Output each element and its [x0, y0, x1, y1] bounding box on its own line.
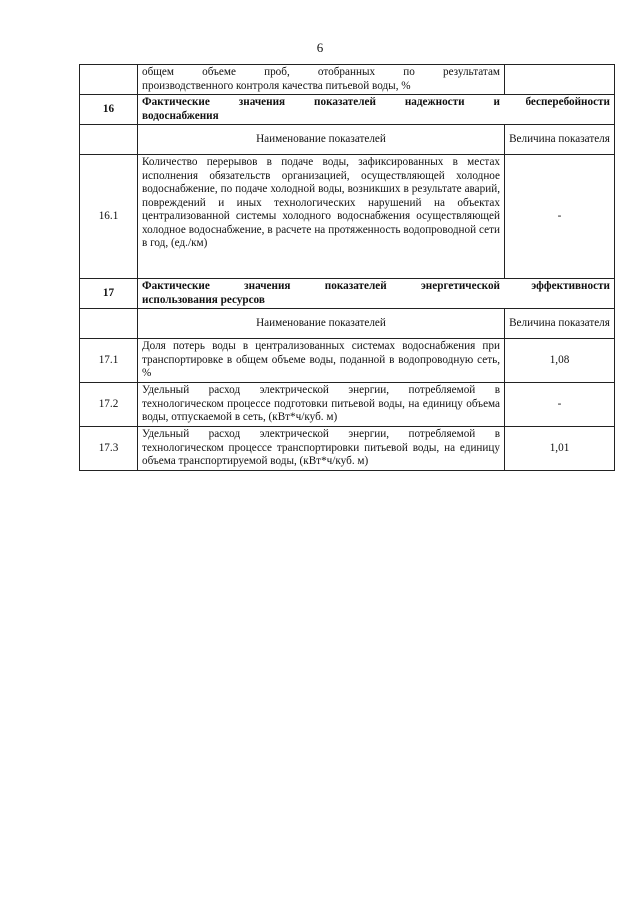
row-number: 17.3	[80, 427, 138, 471]
row-value: 1,08	[505, 339, 615, 383]
row-number: 17.1	[80, 339, 138, 383]
section-title	[138, 95, 615, 125]
row-number: 17.2	[80, 383, 138, 427]
section-title-part2: бесперебойности	[525, 96, 610, 108]
section-16-header-row	[80, 125, 615, 155]
section-17-header-row	[80, 309, 615, 339]
header-value: Величина показателя	[505, 125, 615, 155]
row-text: Количество перерывов в подаче воды, зафиксированных в местах исполнения обязательств организацией, осуществляющей холодное водоснабжение, по подаче холодной воды, возникших в результате аварий, повреждений и иных технологических нарушений на объектах централизованной системы холодного водоснабжения осуществляющей холодное водоснабжение, в расчете на протяженность водопроводной сети в год, (ед./км)	[138, 155, 505, 279]
row-text: Доля потерь воды в централизованных системах водоснабжения при транспортировке в общем объеме воды, поданной в водопроводную сеть, %	[138, 339, 505, 383]
header-value: Величина показателя	[505, 309, 615, 339]
section-title-line2: использования ресурсов	[142, 293, 265, 306]
section-title-line2: водоснабжения	[142, 109, 219, 122]
row-value: 1,01	[505, 427, 615, 471]
header-number-cell	[80, 309, 138, 339]
row-value-cell	[505, 65, 615, 95]
header-number-cell	[80, 125, 138, 155]
table-row	[80, 339, 615, 383]
section-number: 16	[80, 95, 138, 125]
section-title-part2: эффективности	[531, 280, 610, 292]
row-value: -	[505, 155, 615, 279]
section-number: 17	[80, 279, 138, 309]
continuation-line-1: общем объеме проб, отобранных по результатам	[142, 66, 500, 78]
row-value: -	[505, 383, 615, 427]
section-title-part1: Фактические значения показателей надежности и	[142, 96, 500, 108]
section-title	[138, 279, 615, 309]
table-row	[80, 155, 615, 279]
continuation-line-2: производственного контроля качества питьевой воды, %	[142, 79, 411, 92]
indicators-table	[79, 64, 615, 471]
section-17-title-row	[80, 279, 615, 309]
table-row	[80, 427, 615, 471]
section-title-part1: Фактические значения показателей энергетической	[142, 280, 500, 292]
section-16-title-row	[80, 95, 615, 125]
row-number-cell	[80, 65, 138, 95]
page-number: 6	[316, 40, 324, 55]
row-text-cell	[138, 65, 505, 95]
row-text: Удельный расход электрической энергии, потребляемой в технологическом процессе транспортировки питьевой воды, на единицу объема транспортируемой воды, (кВт*ч/куб. м)	[138, 427, 505, 471]
header-name: Наименование показателей	[138, 125, 505, 155]
row-number: 16.1	[80, 155, 138, 279]
row-text: Удельный расход электрической энергии, потребляемой в технологическом процессе подготовки питьевой воды, на единицу объема воды, отпускаемой в сеть, (кВт*ч/куб. м)	[138, 383, 505, 427]
header-name: Наименование показателей	[138, 309, 505, 339]
table-row	[80, 383, 615, 427]
table-row-continuation	[80, 65, 615, 95]
